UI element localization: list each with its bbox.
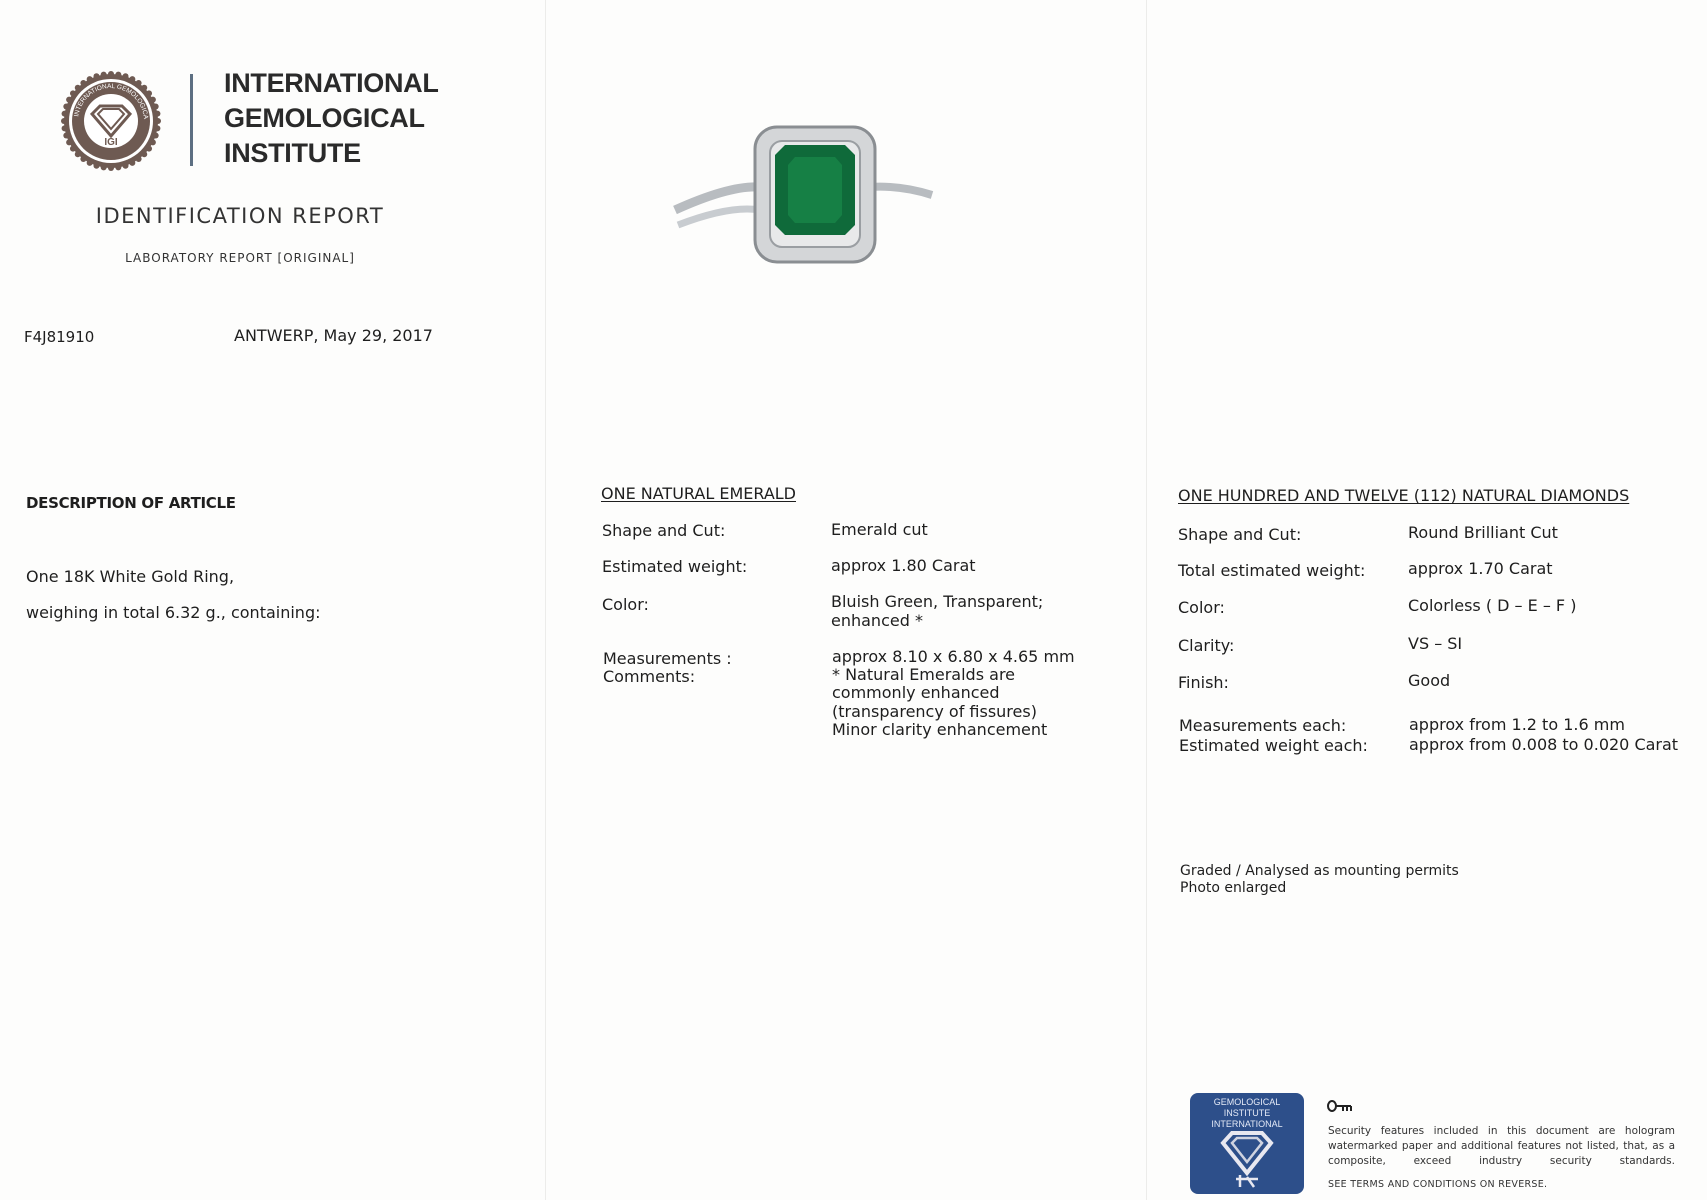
field-value: approx 1.80 Carat xyxy=(831,556,976,575)
field-label: Measurements : xyxy=(603,649,732,668)
seal-tooth xyxy=(154,111,160,117)
institute-line: INSTITUTE xyxy=(224,138,361,168)
seal-tooth xyxy=(129,76,135,82)
seal-tooth xyxy=(93,163,99,169)
seal-tooth xyxy=(123,73,129,79)
seal-tooth xyxy=(66,97,72,103)
field-label: Shape and Cut: xyxy=(602,521,726,540)
seal-tooth xyxy=(115,164,121,170)
note-line: Graded / Analysed as mounting permits xyxy=(1180,863,1459,879)
institute-name xyxy=(224,66,439,171)
seal-tooth xyxy=(155,118,161,124)
field-label: Finish: xyxy=(1178,673,1229,692)
seal-tooth xyxy=(63,133,69,139)
seal-tooth xyxy=(154,125,160,131)
seal-tooth xyxy=(129,160,135,166)
seal-tooth xyxy=(153,133,159,139)
field-value: Round Brilliant Cut xyxy=(1408,523,1558,542)
seal-tooth xyxy=(141,151,147,157)
emerald-heading: ONE NATURAL EMERALD xyxy=(601,484,796,503)
hologram-microtext: GEMOLOGICAL INSTITUTE INTERNATIONAL xyxy=(1211,1097,1283,1129)
igi-seal-logo xyxy=(60,70,162,172)
field-value: approx from 0.008 to 0.020 Carat xyxy=(1409,735,1679,754)
field-label: Estimated weight: xyxy=(602,557,748,576)
grading-notes xyxy=(1180,863,1459,897)
seal-tooth xyxy=(108,71,114,77)
description-heading: DESCRIPTION OF ARTICLE xyxy=(26,494,236,512)
seal-tooth xyxy=(115,72,121,78)
seal-tooth xyxy=(70,90,76,96)
seal-tooth xyxy=(153,103,159,109)
field-label: Estimated weight each: xyxy=(1179,736,1368,755)
seal-tooth xyxy=(87,76,93,82)
fold-line-left xyxy=(545,0,546,1200)
field-value: approx 8.10 x 6.80 x 4.65 mm xyxy=(832,647,1075,666)
comments-value xyxy=(832,666,1047,739)
description-line: weighing in total 6.32 g., containing: xyxy=(26,603,321,622)
report-number: F4J81910 xyxy=(24,328,95,346)
institute-line: INTERNATIONAL xyxy=(224,68,439,98)
field-value: Colorless ( D – E – F ) xyxy=(1408,596,1577,615)
seal-tooth xyxy=(146,146,152,152)
header-divider xyxy=(190,74,193,166)
key-icon xyxy=(1327,1099,1353,1118)
comment-line: (transparency of fissures) xyxy=(832,701,1037,721)
seal-tooth xyxy=(136,80,142,86)
diamonds-heading: ONE HUNDRED AND TWELVE (112) NATURAL DIAMONDS xyxy=(1178,486,1630,505)
description-line: One 18K White Gold Ring, xyxy=(26,567,235,586)
svg-text:IGI: IGI xyxy=(104,137,118,148)
field-label: Color: xyxy=(1178,598,1225,617)
svg-text:INTERNATIONAL GEMOLOGICAL: INTERNATIONAL GEMOLOGICA xyxy=(73,82,149,120)
field-label: Total estimated weight: xyxy=(1178,561,1366,580)
field-value: approx from 1.2 to 1.6 mm xyxy=(1409,715,1625,734)
institute-line: GEMOLOGICAL xyxy=(224,103,425,133)
seal-tooth xyxy=(141,85,147,91)
field-value: VS – SI xyxy=(1408,634,1463,653)
field-value: enhanced * xyxy=(831,611,923,630)
field-value: Emerald cut xyxy=(831,520,928,539)
seal-tooth xyxy=(75,151,81,157)
seal-tooth xyxy=(80,80,86,86)
field-label: Measurements each: xyxy=(1179,716,1347,735)
terms-notice: SEE TERMS AND CONDITIONS ON REVERSE. xyxy=(1328,1179,1548,1190)
report-subtitle: LABORATORY REPORT [ORIGINAL] xyxy=(125,251,355,265)
seal-tooth xyxy=(87,160,93,166)
seal-tooth xyxy=(62,111,68,117)
report-title: IDENTIFICATION REPORT xyxy=(95,204,385,228)
seal-tooth xyxy=(101,72,107,78)
security-text: Security features included in this document are hologram watermarked paper and additional features not listed, that, as a composite, exceed industry security standards. xyxy=(1328,1125,1675,1167)
seal-tooth xyxy=(66,139,72,145)
field-value: approx 1.70 Carat xyxy=(1408,559,1553,578)
ring-photo xyxy=(670,115,940,275)
seal-tooth xyxy=(123,163,129,169)
seal-tooth xyxy=(108,165,114,171)
fold-line-right xyxy=(1146,0,1147,1200)
seal-tooth xyxy=(63,103,69,109)
seal-tooth xyxy=(61,118,67,124)
comment-line: Minor clarity enhancement xyxy=(832,719,1048,739)
seal-tooth xyxy=(80,156,86,162)
field-value: Bluish Green, Transparent; xyxy=(831,592,1044,611)
field-value: Good xyxy=(1408,671,1451,690)
comment-line: commonly enhanced xyxy=(832,683,1000,703)
field-label: Color: xyxy=(602,595,649,614)
note-line: Photo enlarged xyxy=(1180,880,1287,896)
seal-tooth xyxy=(150,97,156,103)
field-label: Clarity: xyxy=(1178,636,1235,655)
seal-tooth xyxy=(136,156,142,162)
seal-tooth xyxy=(150,139,156,145)
seal-tooth xyxy=(101,164,107,170)
seal-tooth xyxy=(70,146,76,152)
field-label: Comments: xyxy=(603,667,696,686)
seal-tooth xyxy=(93,73,99,79)
field-label: Shape and Cut: xyxy=(1178,525,1302,544)
seal-tooth xyxy=(75,85,81,91)
hologram-diamond-icon xyxy=(1190,1093,1304,1194)
seal-tooth xyxy=(146,90,152,96)
seal-tooth xyxy=(62,125,68,131)
comment-line: * Natural Emeralds are xyxy=(832,665,1016,684)
place-date: ANTWERP, May 29, 2017 xyxy=(234,326,433,345)
hologram-seal xyxy=(1190,1093,1304,1194)
